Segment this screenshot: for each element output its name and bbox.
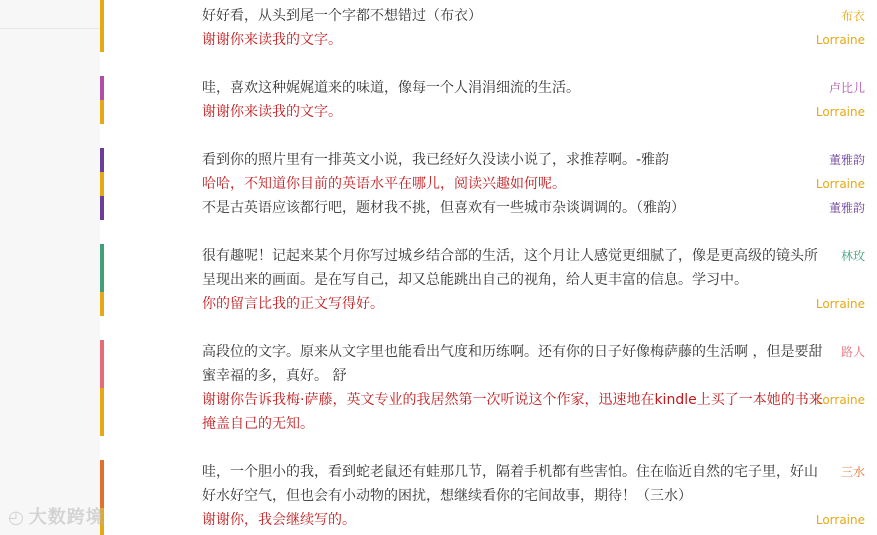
commenter-name[interactable]: 董雅韵 [828, 201, 865, 215]
color-bar [100, 172, 104, 196]
comment-text: 好好看，从头到尾一个字都不想错过（布衣） [202, 8, 482, 24]
watermark-text: 大数跨境 [28, 507, 105, 528]
color-bar [100, 292, 104, 316]
commenter-name[interactable]: Lorraine [815, 393, 865, 407]
commenter-name[interactable]: Lorraine [815, 513, 865, 527]
color-bar [100, 148, 104, 172]
comment-text: 高段位的文字。原来从文字里也能看出气度和历练啊。还有你的日子好像梅萨藤的生活啊 ，但是要甜蜜幸福的多，真好。 舒 [202, 344, 823, 384]
comment-text: 哇，一个胆小的我，看到蛇老鼠还有蛙那几节，隔着手机都有些害怕。住在临近自然的宅子里，好山好水好空气，但也会有小动物的困扰，想继续看你的宅间故事，期待！（三水） [202, 464, 818, 504]
commenter-name[interactable]: 卢比儿 [828, 81, 865, 95]
color-bar [100, 340, 104, 388]
commenter-name[interactable]: Lorraine [815, 33, 865, 47]
color-bar [100, 460, 104, 508]
commenter-name[interactable]: 三水 [840, 465, 865, 479]
color-bar [100, 0, 104, 28]
color-bar [100, 76, 104, 100]
comment-text: 不是古英语应该都行吧，题材我不挑，但喜欢有一些城市杂谈调调的。（雅韵） [202, 200, 685, 216]
reply-text: 你的留言比我的正文写得好。 [202, 296, 384, 312]
commenter-name[interactable]: 林玫 [840, 249, 865, 263]
commenter-name[interactable]: 布衣 [840, 9, 865, 23]
comment-text: 很有趣呢！记起来某个月你写过城乡结合部的生活，这个月让人感觉更细腻了，像是更高级的镜头所呈现出来的画面。是在写自己，却又总能跳出自己的视角，给人更丰富的信息。学习中。 [202, 248, 818, 288]
color-bar [100, 28, 104, 52]
comment-text: 哇，喜欢这种娓娓道来的味道，像每一个人涓涓细流的生活。 [202, 80, 580, 96]
watermark [8, 503, 105, 529]
reply-text: 谢谢你告诉我梅·萨藤，英文专业的我居然第一次听说这个作家，迅速地在kindle上买了一本她的书来掩盖自己的无知。 [202, 392, 823, 432]
commenter-name[interactable]: Lorraine [815, 105, 865, 119]
color-bar [100, 100, 104, 124]
reply-text: 谢谢你，我会继续写的。 [202, 512, 356, 528]
reply-text: 哈哈，不知道你目前的英语水平在哪儿，阅读兴趣如何呢。 [202, 176, 566, 192]
commenter-name[interactable]: 路人 [840, 345, 865, 359]
commenter-sidebar [0, 0, 100, 535]
divider [0, 28, 100, 29]
weibo-like-icon: ◴ [8, 507, 25, 528]
color-bar [100, 388, 104, 436]
commenter-name[interactable]: 董雅韵 [828, 153, 865, 167]
color-bar [100, 244, 104, 292]
reply-text: 谢谢你来读我的文字。 [202, 104, 342, 120]
commenter-name[interactable]: Lorraine [815, 297, 865, 311]
color-bar [100, 196, 104, 220]
reply-text: 谢谢你来读我的文字。 [202, 32, 342, 48]
comment-text: 看到你的照片里有一排英文小说，我已经好久没读小说了，求推荐啊。-雅韵 [202, 152, 670, 168]
commenter-name[interactable]: Lorraine [815, 177, 865, 191]
